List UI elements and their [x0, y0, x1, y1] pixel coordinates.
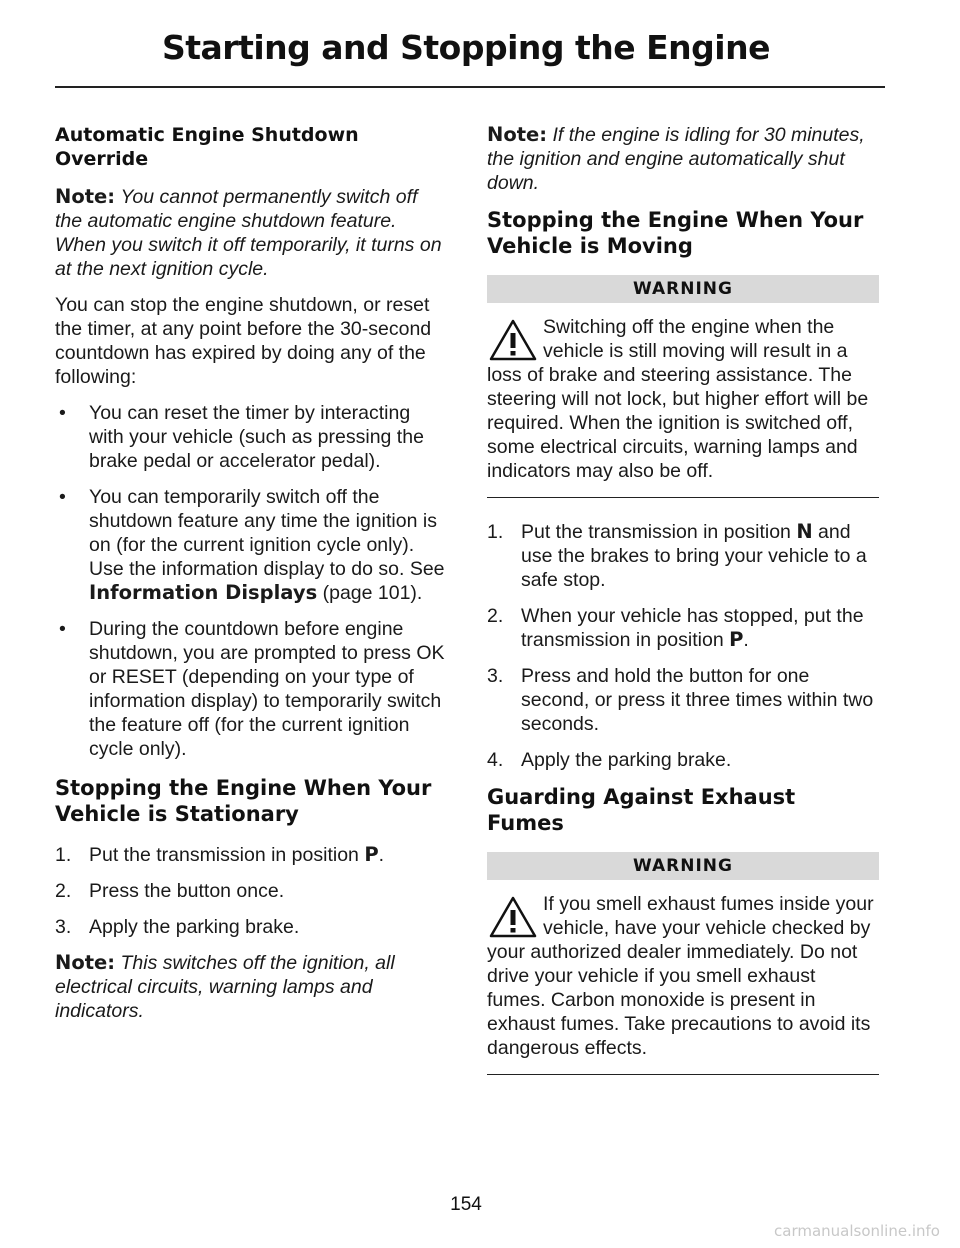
list-item	[55, 617, 447, 761]
bullet-icon: •	[59, 402, 66, 424]
warning-body	[487, 892, 879, 1060]
step-tail: and use the brakes to bring your vehicle to a safe stop.	[521, 521, 867, 591]
list-item	[55, 401, 447, 473]
watermark: carmanualsonline.info	[774, 1222, 940, 1240]
override-heading: Automatic Engine Shutdown Override	[55, 124, 359, 170]
page-reference: (page 101).	[322, 582, 423, 604]
warning-banner: WARNING	[487, 275, 879, 303]
step-text: Put the transmission in position	[89, 844, 365, 866]
warning-triangle-icon	[487, 317, 539, 363]
step-text: Press and hold the button for one second, or press it three times within two seconds.	[521, 665, 874, 735]
stationary-heading: Stopping the Engine When Your Vehicle is Stationary	[55, 776, 432, 826]
stationary-steps	[55, 843, 447, 939]
note-text: You cannot permanently switch off the automatic engine shutdown feature. When you switch it off temporarily, it turns on at the next ignition cycle.	[55, 186, 442, 280]
list-item-text: You can reset the timer by interacting with your vehicle (such as pressing the brake pedal or accelerator pedal).	[89, 402, 424, 472]
step-text: Press the button once.	[89, 880, 285, 902]
step-item	[55, 915, 447, 939]
page-title: Starting and Stopping the Engine	[161, 28, 770, 67]
page-number: 154	[450, 1194, 482, 1215]
bullet-icon: •	[59, 486, 66, 508]
title-divider	[55, 86, 885, 88]
step-text: Apply the parking brake.	[521, 749, 732, 771]
warning-triangle-icon	[487, 894, 539, 940]
step-number: 1.	[487, 521, 504, 543]
list-item-text: You can temporarily switch off the shutdown feature any time the ignition is on (for the current ignition cycle only). Use the information display to do so. See	[89, 486, 445, 580]
right-column	[487, 123, 879, 1097]
step-item	[55, 879, 447, 903]
step-item	[487, 748, 879, 772]
list-item-text: During the countdown before engine shutdown, you are prompted to press OK or RESET (depending on your type of information display) to temporarily switch the feature off (for the current ignition cycle only).	[89, 618, 445, 760]
warning-banner: WARNING	[487, 852, 879, 880]
warning-text: Switching off the engine when the vehicle is still moving will result in a loss of brake and steering assistance. The steering will not lock, but higher effort will be required. When the ignition is switched off, some electrical circuits, warning lamps and indicators may also be off.	[487, 316, 869, 482]
warning-text: If you smell exhaust fumes inside your vehicle, have your vehicle checked by your authorized dealer immediately. Do not drive your vehicle if you smell exhaust fumes. Carbon monoxide is present in exhaust fumes. Take precautions to avoid its dangerous effects.	[487, 893, 874, 1059]
step-text: When your vehicle has stopped, put the transmission in position	[521, 605, 864, 651]
step-item	[487, 664, 879, 736]
fumes-heading: Guarding Against Exhaust Fumes	[487, 785, 796, 835]
step-number: 1.	[55, 844, 72, 866]
gear-position: N	[796, 520, 813, 543]
moving-heading: Stopping the Engine When Your Vehicle is Moving	[487, 208, 864, 258]
information-displays-link[interactable]: Information Displays	[89, 581, 318, 604]
step-item	[55, 843, 447, 867]
step-item	[487, 604, 879, 652]
note-label: Note:	[55, 951, 116, 974]
left-column	[55, 123, 447, 1035]
warning-divider	[487, 1074, 879, 1075]
step-number: 4.	[487, 749, 504, 771]
note-ignition	[55, 951, 447, 1023]
note-shutdown	[55, 185, 447, 281]
step-text: Put the transmission in position	[521, 521, 797, 543]
note-text: This switches off the ignition, all electrical circuits, warning lamps and indicators.	[55, 952, 395, 1022]
step-number: 2.	[487, 605, 504, 627]
step-number: 2.	[55, 880, 72, 902]
intro-paragraph: You can stop the engine shutdown, or reset the timer, at any point before the 30-second countdown has expired by doing any of the following:	[55, 294, 432, 388]
step-text: Apply the parking brake.	[89, 916, 300, 938]
note-label: Note:	[487, 123, 548, 146]
note-text: If the engine is idling for 30 minutes, the ignition and engine automatically shut down.	[487, 124, 865, 194]
step-tail: .	[378, 844, 385, 866]
step-item	[487, 520, 879, 592]
warning-divider	[487, 497, 879, 498]
step-number: 3.	[487, 665, 504, 687]
warning-body	[487, 315, 879, 483]
bullet-icon: •	[59, 618, 66, 640]
list-item	[55, 485, 447, 605]
step-tail: .	[743, 629, 749, 651]
note-idling	[487, 123, 879, 195]
gear-position: P	[729, 628, 744, 651]
options-list	[55, 401, 447, 761]
note-label: Note:	[55, 185, 116, 208]
gear-position: P	[364, 843, 379, 866]
step-number: 3.	[55, 916, 72, 938]
moving-steps	[487, 520, 879, 772]
